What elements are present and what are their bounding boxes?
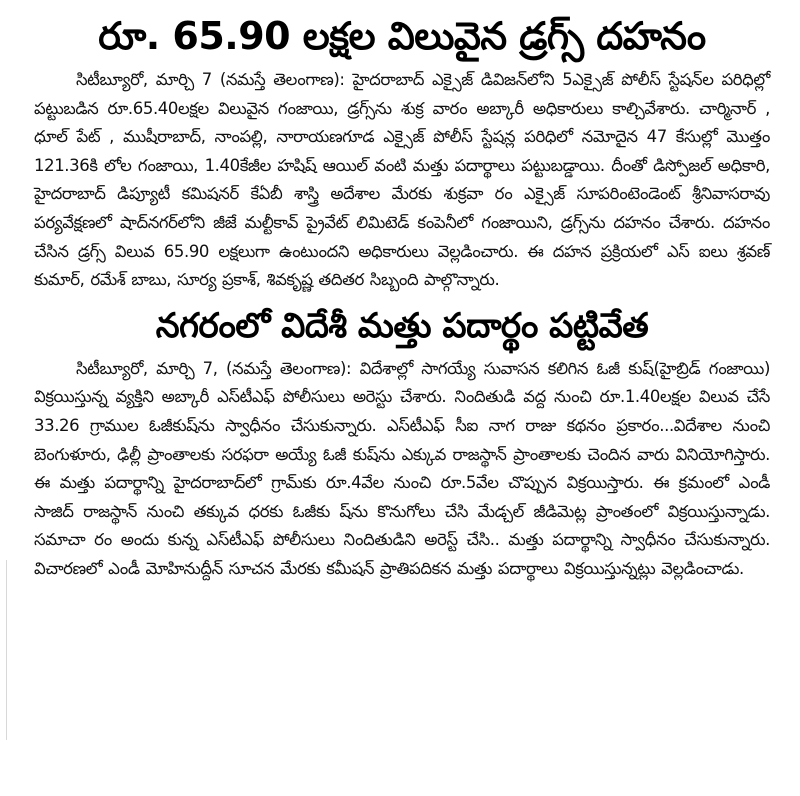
- article-body-text: సిటీబ్యూరో, మార్చి 7 (నమస్తే తెలంగాణ): హైదరాబాద్ ఎక్సైజ్ డివిజన్‌లోని 5ఎక్సైజ్ పోలీస్ స్టేషన్‌ల పరిధిల్లో పట్టుబడిన రూ.65.40లక్షల విలువైన గంజాయి, డ్రగ్స్‌ను శుక్ర వారం అబ్కారీ అధికారులు కాల్చివేశారు. చార్మినార్ , ధూల్ పేట్ , ముషీరాబాద్, నాంపల్లి, నారాయణగూడ ఎక్సైజ్ పోలీస్ స్టేషన్ల పరిధిలో నమోదైన 47 కేసుల్లో మొత్తం 121.36కి లోల గంజాయి, 1.40కేజీల హషిష్ ఆయిల్ వంటి మత్తు పదార్థాలు పట్టుబడ్డాయి. దీంతో డిస్పోజల్ అధికారి, హైదరాబాద్ డిప్యూటీ కమిషనర్ కేఏబీ శాస్త్రి అదేశాల మేరకు శుక్రవా రం ఎక్సైజ్ సూపరింటెండెంట్ శ్రీనివాసరావు పర్యవేక్షణలో షాద్‌నగర్‌లోని జీజే మల్టీకావ్ ప్రైవేట్ లిమిటెడ్ కంపెనీలో గంజాయిని, డ్రగ్స్‌ను దహనం చేశారు. దహనం చేసిన డ్రగ్స్ విలువ 65.90 లక్షలుగా ఉంటుందని అధికారులు వెల్లడించారు. ఈ దహన ప్రక్రియలో ఎస్ ఐలు శ్రవణ్ కుమార్, రమేశ్ బాబు, సూర్య ప్రకాశ్, శివకృష్ణ తదితర సిబ్బంది పాల్గొన్నారు.: [34, 70, 770, 290]
- headline-foreign-drug-seizure: నగరంలో విదేశీ మత్తు పదార్థం పట్టివేత: [155, 305, 649, 346]
- article-foreign-drug-seizure: [34, 299, 770, 584]
- article-body-text: సిటీబ్యూరో, మార్చి 7, (నమస్తే తెలంగాణ): విదేశాల్లో సాగయ్యే సువాసన కలిగిన ఓజీ కుష్(హైబ్రిడ్ గంజాయి) విక్రయిస్తున్న వ్యక్తిని అబ్కారీ ఎస్‌టీఎఫ్ పోలీసులు అరెస్టు చేశారు. నిందితుడి వద్ద నుంచి రూ.1.40లక్షల విలువ చేసే 33.26 గ్రాముల ఓజీకుష్‌ను స్వాధీనం చేసుకున్నారు. ఎస్‌టీఎఫ్ సీఐ నాగ రాజు కథనం ప్రకారం...విదేశాల నుంచి బెంగుళూరు, ఢిల్లీ ప్రాంతాలకు సరఫరా అయ్యే ఓజీ కుష్‌ను ఎక్కువ రాజస్థాన్ ప్రాంతాలకు చెందిన వారు వినియోగిస్తారు. ఈ మత్తు పదార్థాన్ని హైదరాబాద్‌లో గ్రామ్‌కు రూ.4వేల నుంచి రూ.5వేల చొప్పున విక్రయిస్తారు. ఈ క్రమంలో ఎండీ సాజిద్ రాజస్థాన్ నుంచి తక్కువ ధరకు ఓజీకు ష్‌ను కొనుగోలు చేసి మేడ్చల్ జీడిమెట్ల ప్రాంతంలో విక్రయిస్తున్నాడు. సమాచా రం అందు కున్న ఎస్‌టీఎఫ్ పోలీసులు నిందితుడిని అరెస్ట్ చేసి.. మత్తు పదార్థాన్ని స్వాధీనం చేసుకున్నారు. విచారణలో ఎండీ మోహినుద్దీన్ సూచన మేరకు కమీషన్ ప్రాతిపదికన మత్తు పదార్థాలు విక్రయిస్తున్నట్లు వెల్లడించాడు.: [34, 358, 770, 578]
- column-rule: [6, 560, 7, 740]
- article-body-drugs-burning: [34, 66, 770, 295]
- article-drugs-burning: [34, 8, 770, 295]
- headline-drugs-burning: రూ. 65.90 లక్షల విలువైన డ్రగ్స్ దహనం: [98, 14, 706, 58]
- article-body-foreign-drug-seizure: [34, 355, 770, 584]
